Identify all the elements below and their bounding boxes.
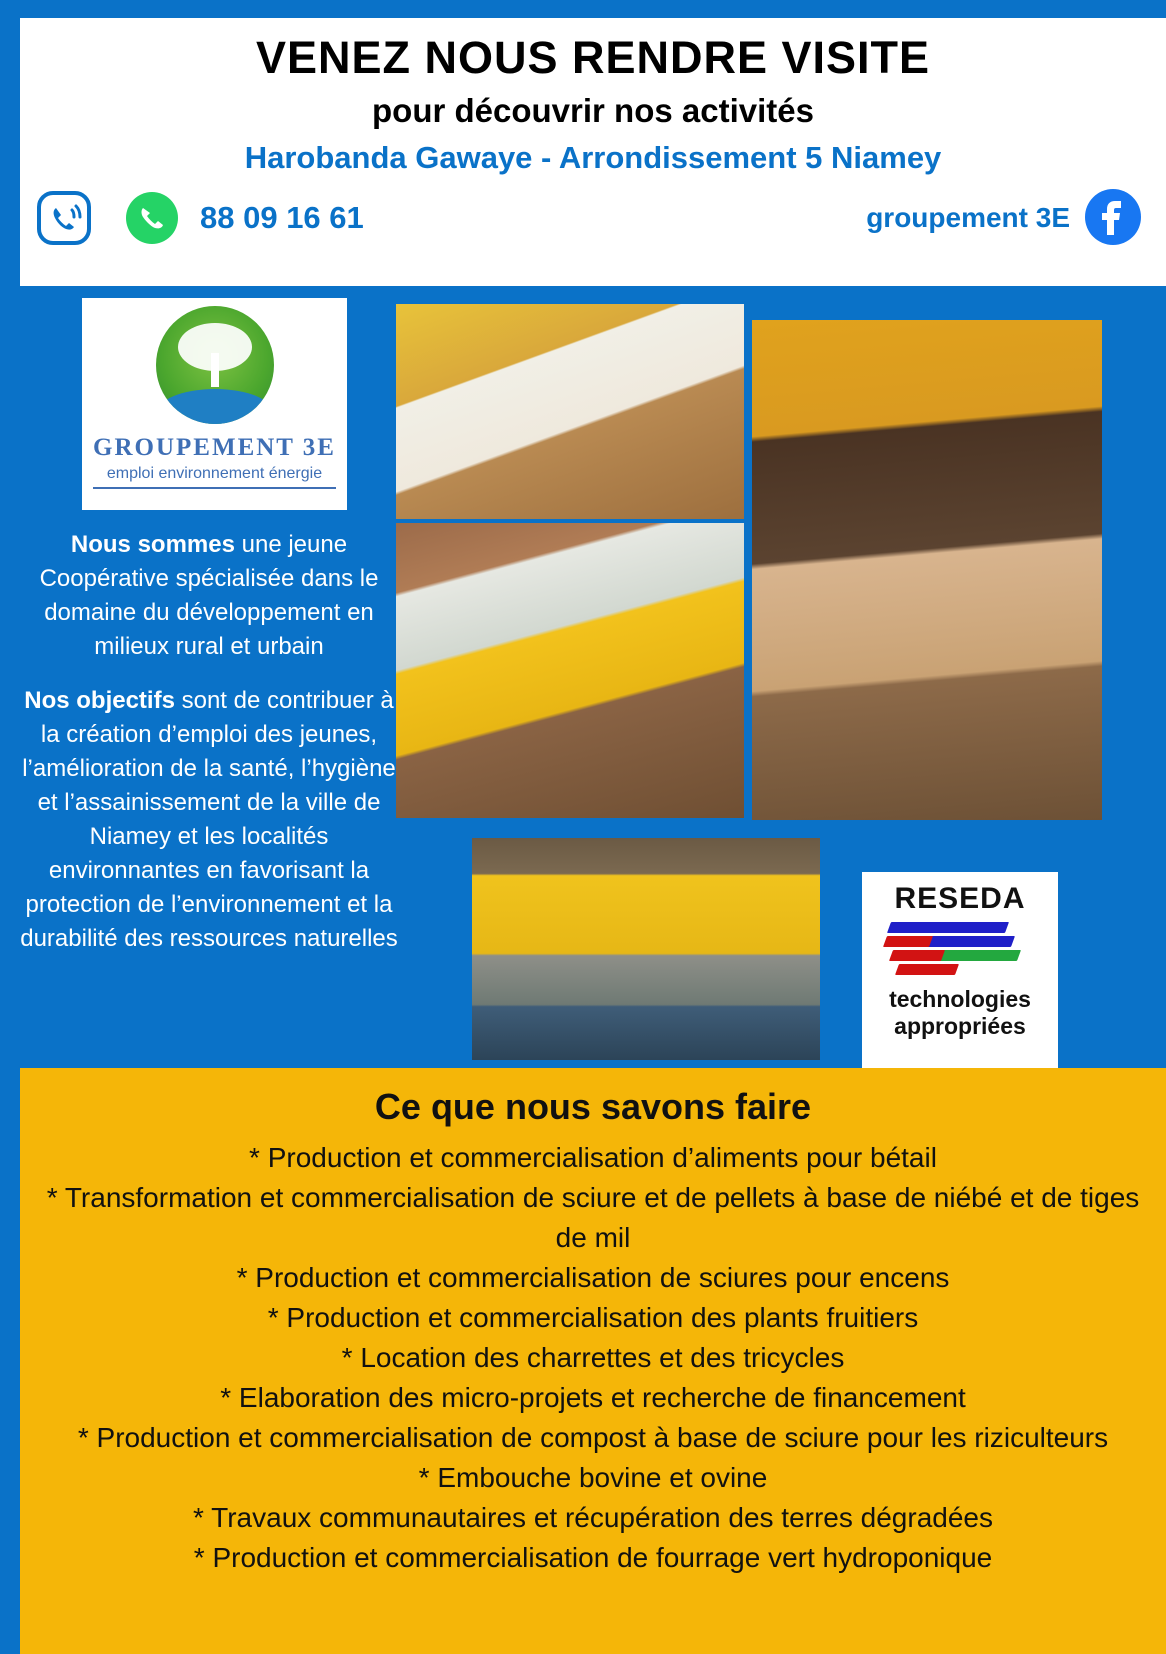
viber-icon[interactable] bbox=[36, 190, 92, 246]
list-item: * Location des charrettes et des tricycles bbox=[341, 1342, 845, 1373]
contact-row bbox=[20, 188, 1166, 254]
about-paragraph-1 bbox=[20, 528, 398, 664]
about-lead-2: Nos objectifs bbox=[24, 687, 175, 714]
logo-title: GROUPEMENT 3E bbox=[93, 434, 336, 461]
photo-group bbox=[472, 838, 820, 1060]
page-subtitle: pour découvrir nos activités bbox=[372, 92, 814, 129]
header-panel bbox=[20, 18, 1166, 286]
phone-number[interactable]: 88 09 16 61 bbox=[200, 200, 364, 235]
about-lead-1: Nous sommes bbox=[70, 531, 235, 558]
reseda-logo bbox=[862, 872, 1058, 1070]
reseda-bars-icon bbox=[885, 920, 1035, 982]
facebook-page-name[interactable]: groupement 3E bbox=[866, 202, 1070, 233]
list-item: * Transformation et commercialisation de sciure et de pellets à base de niébé et de tiges de mil bbox=[46, 1182, 1140, 1253]
about-text bbox=[20, 528, 398, 976]
list-item: * Production et commercialisation de compost à base de sciure pour les riziculteurs bbox=[77, 1422, 1109, 1453]
services-list bbox=[28, 1138, 1158, 1578]
tree-icon bbox=[156, 306, 274, 424]
services-panel bbox=[20, 1068, 1166, 1654]
reseda-subtitle-line2: appropriées bbox=[894, 1013, 1026, 1039]
groupement-3e-logo bbox=[82, 298, 347, 510]
logo-subtitle: emploi environnement énergie bbox=[93, 465, 337, 489]
about-paragraph-2 bbox=[20, 684, 398, 956]
address-line: Harobanda Gawaye - Arrondissement 5 Niamey bbox=[244, 140, 942, 175]
list-item: * Production et commercialisation de fourrage vert hydroponique bbox=[193, 1542, 993, 1573]
list-item: * Embouche bovine et ovine bbox=[418, 1462, 768, 1493]
photo-pellets bbox=[396, 304, 744, 519]
list-item: * Production et commercialisation de sciures pour encens bbox=[236, 1262, 950, 1293]
list-item: * Production et commercialisation des plants fruitiers bbox=[267, 1302, 919, 1333]
list-item: * Elaboration des micro-projets et recherche de financement bbox=[220, 1382, 966, 1413]
services-heading: Ce que nous savons faire bbox=[374, 1086, 812, 1127]
facebook-icon[interactable] bbox=[1084, 188, 1142, 246]
list-item: * Travaux communautaires et récupération des terres dégradées bbox=[193, 1502, 993, 1533]
photo-team bbox=[396, 523, 744, 818]
reseda-subtitle-line1: technologies bbox=[889, 986, 1031, 1012]
photo-press bbox=[752, 320, 1102, 820]
reseda-title: RESEDA bbox=[894, 882, 1026, 915]
whatsapp-icon[interactable] bbox=[124, 190, 180, 246]
reseda-subtitle bbox=[889, 986, 1031, 1040]
list-item: * Production et commercialisation d’aliments pour bétail bbox=[249, 1142, 937, 1173]
about-body-1: une jeune Coopérative spécialisée dans le domaine du développement en milieux rural et urbain bbox=[39, 531, 379, 660]
about-body-2: sont de contribuer à la création d’emploi des jeunes, l’amélioration de la santé, l’hygiène et l’assainissement de la ville de Niamey et les localités environnantes en favorisant la protection de l’environnement et la durabilité des ressources naturelles bbox=[20, 687, 398, 952]
page-title: VENEZ NOUS RENDRE VISITE bbox=[255, 32, 931, 83]
